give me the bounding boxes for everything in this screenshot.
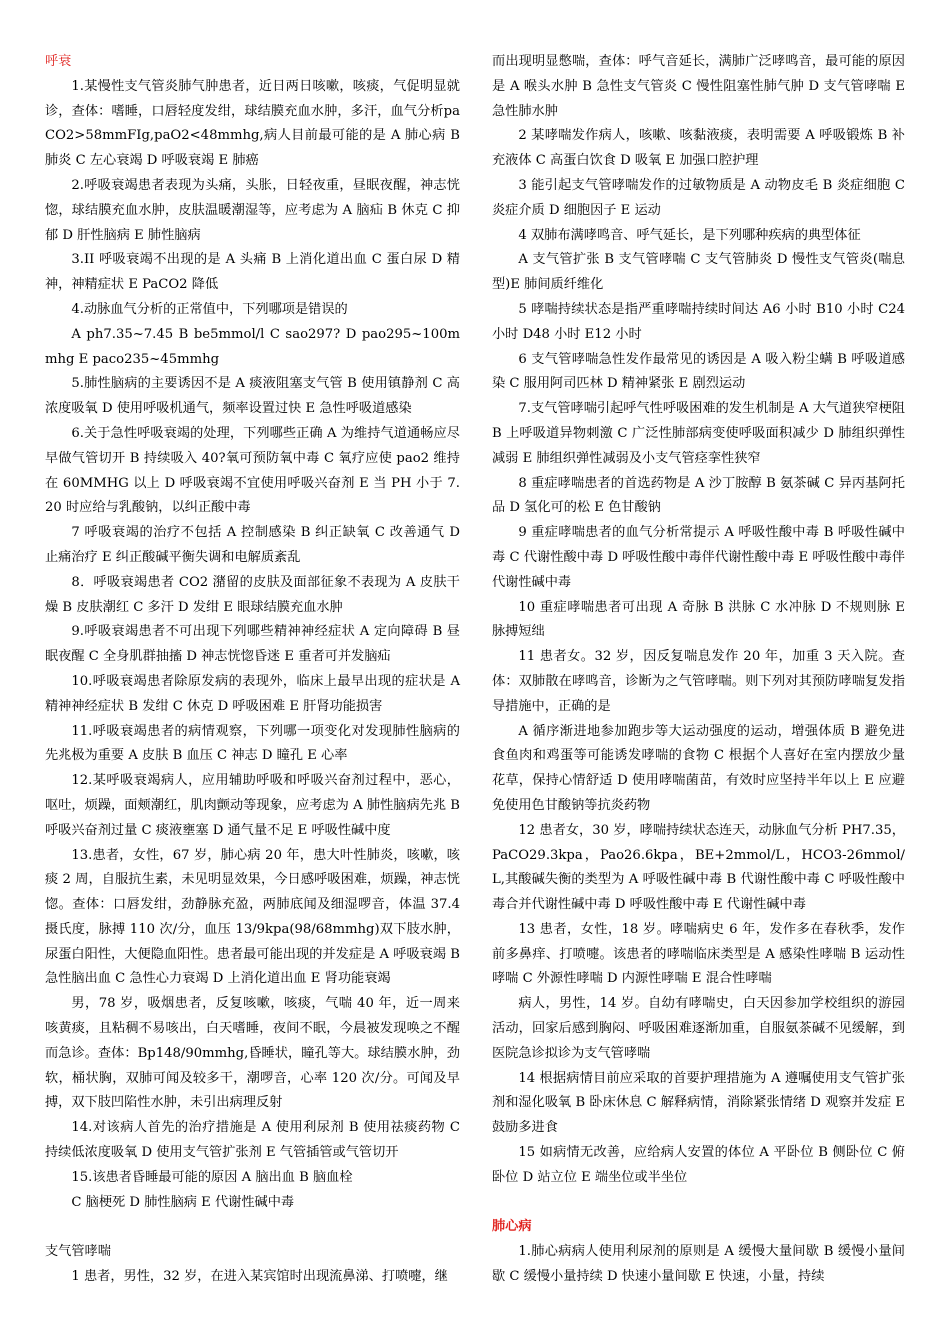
paragraph: 2 某哮喘发作病人，咳嗽、咳黏液痰，表明需要 A 呼吸锻炼 B 补充液体 C 高蛋白饮食 D 吸氧 E 加强口腔护理 (492, 128, 905, 169)
paragraph: 15 如病情无改善，应给病人安置的体位 A 平卧位 B 侧卧位 C 俯卧位 D 站立位 E 端坐位或半坐位 (492, 1145, 905, 1185)
paragraph: A 循序渐进地参加跑步等大运动强度的运动，增强体质 B 避免进食鱼肉和鸡蛋等可能诱发哮喘的食物 C 根据个人喜好在室内摆放少量花草，保持心情舒适 D 使用哮喘菌苗，有效时应坚持半年以上 E 应避免使用色甘酸钠等抗炎药物 (492, 723, 905, 813)
paragraph: 8．呼吸衰竭患者 CO2 潴留的皮肤及面部征象不表现为 A 皮肤干燥 B 皮肤潮红 C 多汗 D 发绀 E 眼球结膜充血水肿 (45, 574, 460, 615)
paragraph: A ph7.35~7.45 B be5mmol/l C sao297? D pao295~100mmhg E paco235~45mmhg (45, 326, 460, 367)
paragraph: 2.呼吸衰竭患者表现为头痛，头胀，日轻夜重，昼眠夜醒，神志恍惚，球结膜充血水肿，皮肤温暖潮湿等，应考虑为 A 脑疝 B 休克 C 抑郁 D 肝性脑病 E 肺性脑病 (45, 177, 460, 243)
spacer (492, 1191, 905, 1216)
paragraph: 13 患者，女性，18 岁。哮喘病史 6 年，发作多在春秋季，发作前多鼻痒、打喷嚏。该患者的哮喘临床类型是 A 感染性哮喘 B 运动性哮喘 C 外源性哮喘 D 内源性哮喘 E 混合性哮喘 (492, 921, 905, 987)
paragraph: 13.患者，女性，67 岁，肺心病 20 年，患大叶性肺炎，咳嗽，咳痰 2 周，自服抗生素，未见明显效果，今日感呼吸困难，烦躁，神志恍惚。查体：口唇发绀，劲静脉充盈，两肺底闻及细湿啰音，体温 37.4 摄氏度，脉搏 110 次/分，血压 13/9kpa(98/68mmhg)双下肢水肿，尿蛋白阳性，大便隐血阳性。患者最可能出现的并发症是 A 呼吸衰竭 B 急性脑出血 C 急性心力衰竭 D 上消化道出血 E 肾功能衰竭 (45, 847, 460, 987)
paragraph: 11.呼吸衰竭患者的病情观察，下列哪一项变化对发现肺性脑病的先兆极为重要 A 皮肤 B 血压 C 神志 D 瞳孔 E 心率 (45, 723, 460, 764)
right-column (492, 50, 905, 1290)
paragraph: 7.支气管哮喘引起呼气性呼吸困难的发生机制是 A 大气道狭窄梗阻 B 上呼吸道异物刺激 C 广泛性肺部病变使呼吸面积减少 D 肺组织弹性减弱 E 肺组织弹性减弱及小支气管痉挛性狭窄 (492, 401, 905, 466)
paragraph: A 支气管扩张 B 支气管哮喘 C 支气管肺炎 D 慢性支气管炎(喘息型)E 肺间质纤维化 (492, 252, 905, 293)
paragraph: C 脑梗死 D 肺性脑病 E 代谢性碱中毒 (71, 1194, 295, 1210)
paragraph: 12.某呼吸衰竭病人，应用辅助呼吸和呼吸兴奋剂过程中，恶心，呕吐，烦躁，面颊潮红，肌肉颤动等现象，应考虑为 A 肺性脑病先兆 B 呼吸兴奋剂过量 C 痰液壅塞 D 通气量不足 E 呼吸性碱中度 (45, 773, 460, 838)
section-heading: 肺心病 (492, 1219, 532, 1235)
paragraph: 1 患者，男性，32 岁，在进入某宾馆时出现流鼻涕、打喷嚏，继 (71, 1269, 448, 1285)
section-heading-plain: 支气管哮喘 (45, 1244, 111, 1260)
paragraph: 5.肺性脑病的主要诱因不是 A 痰液阻塞支气管 B 使用镇静剂 C 高浓度吸氧 D 使用呼吸机通气，频率设置过快 E 急性呼吸道感染 (45, 376, 460, 417)
paragraph: 11 患者女。32 岁，因反复喘息发作 20 年，加重 3 天入院。查体：双肺散在哮鸣音，诊断为之气管哮喘。则下列对其预防哮喘复发指导措施中，正确的是 (492, 649, 905, 714)
paragraph: 6 支气管哮喘急性发作最常见的诱因是 A 吸入粉尘螨 B 呼吸道感染 C 服用阿司匹林 D 精神紧张 E 剧烈运动 (492, 351, 905, 392)
paragraph: 14.对该病人首先的治疗措施是 A 使用利尿剂 B 使用祛痰药物 C 持续低浓度吸氧 D 使用支气管扩张剂 E 气管插管或气管切开 (45, 1120, 460, 1161)
paragraph: 1.肺心病病人使用利尿剂的原则是 A 缓慢大量间歇 B 缓慢小量间歇 C 缓慢小量持续 D 快速小量间歇 E 快速，小量，持续 (492, 1244, 905, 1285)
paragraph: 病人，男性，14 岁。自幼有哮喘史，白天因参加学校组织的游园活动，回家后感到胸闷、呼吸困难逐渐加重，自服氨茶碱不见缓解，到医院急诊拟诊为支气管哮喘 (492, 996, 905, 1061)
paragraph: 1.某慢性支气管炎肺气肿患者，近日两日咳嗽，咳痰，气促明显就诊，查体：嗜睡，口唇轻度发绀，球结膜充血水肿，多汗，血气分析paCO2>58mmFIg,paO2<48mmhg,病人目前最可能的是 A 肺心病 B 肺炎 C 左心衰竭 D 呼吸衰竭 E 肺癌 (45, 78, 460, 169)
paragraph: 4.动脉血气分析的正常值中，下列哪项是错误的 (71, 301, 348, 317)
paragraph: 9.呼吸衰竭患者不可出现下列哪些精神神经症状 A 定向障碍 B 昼眠夜醒 C 全身肌群抽搐 D 神志恍惚昏迷 E 重者可并发脑疝 (45, 624, 460, 665)
paragraph: 15.该患者昏睡最可能的原因 A 脑出血 B 脑血栓 (71, 1169, 353, 1185)
spacer (45, 1215, 460, 1240)
paragraph: 9 重症哮喘患者的血气分析常提示 A 呼吸性酸中毒 B 呼吸性碱中毒 C 代谢性酸中毒 D 呼吸性酸中毒伴代谢性酸中毒 E 呼吸性酸中毒伴代谢性碱中毒 (492, 525, 905, 590)
paragraph: 3.II 呼吸衰竭不出现的是 A 头痛 B 上消化道出血 C 蛋白尿 D 精神，神精症状 E PaCO2 降低 (45, 252, 460, 293)
paragraph: 男，78 岁，吸烟患者，反复咳嗽，咳痰，气喘 40 年，近一周来咳黄痰，且粘稠不易咳出，白天嗜睡，夜间不眠，今晨被发现唤之不醒而急诊。查体：Bp148/90mmhg,昏睡状，瞳孔等大。球结膜水肿，劲软，桶状胸，双肺可闻及较多干，潮啰音，心率 120 次/分。可闻及早搏，双下肢凹陷性水肿，未引出病理反射 (45, 996, 460, 1111)
paragraph: 10 重症哮喘患者可出现 A 奇脉 B 洪脉 C 水冲脉 D 不规则脉 E 脉搏短绌 (492, 599, 905, 640)
paragraph: 8 重症哮喘患者的首选药物是 A 沙丁胺醇 B 氨茶碱 C 异丙基阿托品 D 氢化可的松 E 色甘酸钠 (492, 475, 905, 516)
left-column (45, 50, 460, 1290)
section-heading-plain: 而出现明显憋喘，查体：呼气音延长，满肺广泛哮鸣音，最可能的原因是 A 喉头水肿 B 急性支气管炎 C 慢性阻塞性肺气肿 D 支气管哮喘 E 急性肺水肿 (492, 54, 905, 119)
paragraph: 3 能引起支气管哮喘发作的过敏物质是 A 动物皮毛 B 炎症细胞 C 炎症介质 D 细胞因子 E 运动 (492, 177, 905, 218)
paragraph: 10.呼吸衰竭患者除原发病的表现外，临床上最早出现的症状是 A 精神神经症状 B 发绀 C 休克 D 呼吸困难 E 肝肾功能损害 (45, 673, 460, 714)
paragraph: 12 患者女，30 岁，哮喘持续状态连天，动脉血气分析 PH7.35，PaCO29.3kpa，Pao26.6kpa，BE+2mmol/L，HCO3-26mmol/L,其酸碱失衡的类型为 A 呼吸性碱中毒 B 代谢性酸中毒 C 呼吸性酸中毒合并代谢性碱中毒 D 呼吸性酸中毒 E 代谢性碱中毒 (492, 822, 905, 913)
section-heading: 呼衰 (45, 54, 72, 69)
paragraph: 6.关于急性呼吸衰竭的处理，下列哪些正确 A 为维持气道通畅应尽早做气管切开 B 持续吸入 40?氧可预防氧中毒 C 氧疗应使 pao2 维持在 60MMHG 以上 D 呼吸衰竭不宜使用呼吸兴奋剂 E 当 PH 小于 7.20 时应给与乳酸钠，以纠正酸中毒 (45, 425, 460, 516)
paragraph: 4 双肺布满哮鸣音、呼气延长，是下列哪种疾病的典型体征 (518, 227, 861, 243)
paragraph: 14 根据病情目前应采取的首要护理措施为 A 遵嘱使用支气管扩张剂和湿化吸氧 B 卧床休息 C 解释病情，消除紧张情绪 D 观察并发症 E 鼓励多进食 (492, 1070, 905, 1136)
paragraph: 7 呼吸衰竭的治疗不包括 A 控制感染 B 纠正缺氧 C 改善通气 D 止痛治疗 E 纠正酸碱平衡失调和电解质紊乱 (45, 525, 460, 565)
paragraph: 5 哮喘持续状态是指严重哮喘持续时间达 A6 小时 B10 小时 C24 小时 D48 小时 E12 小时 (492, 301, 905, 342)
